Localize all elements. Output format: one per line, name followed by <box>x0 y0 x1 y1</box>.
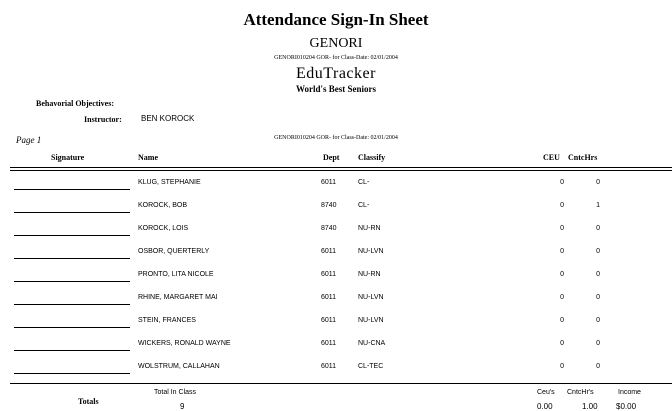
instructor-value: BEN KOROCK <box>141 114 195 123</box>
row-name: STEIN, FRANCES <box>138 317 196 324</box>
row-ceu: 0 <box>560 179 564 186</box>
cntchrs-total-label: CntcHr's <box>567 389 594 396</box>
page-number: Page 1 <box>16 135 42 145</box>
row-name: KLUG, STEPHANIE <box>138 179 201 186</box>
signature-line <box>14 373 130 374</box>
row-classify: NU-RN <box>358 271 381 278</box>
totals-rule <box>10 383 672 384</box>
instructor-label: Instructor: <box>84 115 122 124</box>
row-cntchrs: 0 <box>596 363 600 370</box>
table-row <box>0 218 672 241</box>
col-cntchrs: CntcHrs <box>568 153 598 162</box>
report-title: Attendance Sign-In Sheet <box>243 10 429 29</box>
row-cntchrs: 0 <box>596 179 600 186</box>
signature-line <box>14 189 130 190</box>
signature-line <box>14 304 130 305</box>
row-dept: 6011 <box>321 294 337 301</box>
row-cntchrs: 1 <box>596 202 600 209</box>
row-classify: CL- <box>358 179 370 186</box>
row-name: PRONTO, LITA NICOLE <box>138 271 214 278</box>
row-dept: 6011 <box>321 271 337 278</box>
row-ceu: 0 <box>560 294 564 301</box>
row-dept: 6011 <box>321 179 337 186</box>
row-ceu: 0 <box>560 248 564 255</box>
row-name: RHINE, MARGARET MAI <box>138 294 218 301</box>
table-row <box>0 241 672 264</box>
col-ceu: CEU <box>543 153 560 162</box>
row-name: KOROCK, LOIS <box>138 225 189 232</box>
company-name: GENORI <box>309 36 363 51</box>
row-classify: NU-LVN <box>358 317 384 324</box>
row-ceu: 0 <box>560 363 564 370</box>
row-ceu: 0 <box>560 317 564 324</box>
col-classify: Classify <box>358 153 386 162</box>
row-classify: NU-LVN <box>358 294 384 301</box>
row-dept: 6011 <box>321 363 337 370</box>
page-class-line: GENORI010204 GOR- for Class-Date: 02/01/2004 <box>274 135 398 141</box>
total-in-class-label: Total In Class <box>154 389 197 396</box>
row-classify: NU-RN <box>358 225 381 232</box>
row-cntchrs: 0 <box>596 340 600 347</box>
row-cntchrs: 0 <box>596 225 600 232</box>
tagline: World's Best Seniors <box>295 84 376 94</box>
row-cntchrs: 0 <box>596 271 600 278</box>
col-dept: Dept <box>323 153 340 162</box>
row-cntchrs: 0 <box>596 248 600 255</box>
cntchrs-total-value: 1.00 <box>582 402 598 411</box>
row-cntchrs: 0 <box>596 317 600 324</box>
table-row <box>0 333 672 356</box>
table-row <box>0 287 672 310</box>
table-row <box>0 356 672 379</box>
row-dept: 8740 <box>321 225 337 232</box>
row-name: OSBOR, QUERTERLY <box>138 248 210 255</box>
table-row <box>0 172 672 195</box>
header-rule-bottom <box>10 170 672 171</box>
row-cntchrs: 0 <box>596 294 600 301</box>
signature-line <box>14 350 130 351</box>
table-row <box>0 310 672 333</box>
ceu-total-value: 0.00 <box>537 402 553 411</box>
signature-line <box>14 258 130 259</box>
signature-line <box>14 327 130 328</box>
totals-label: Totals <box>78 397 99 406</box>
row-name: WOLSTRUM, CALLAHAN <box>138 363 220 370</box>
col-signature: Signature <box>51 153 85 162</box>
row-ceu: 0 <box>560 340 564 347</box>
row-name: WICKERS, RONALD WAYNE <box>138 340 231 347</box>
row-ceu: 0 <box>560 271 564 278</box>
income-label: Income <box>618 389 641 396</box>
ceu-total-label: Ceu's <box>537 389 555 396</box>
row-classify: CL- <box>358 202 370 209</box>
total-in-class-value: 9 <box>180 402 185 411</box>
row-ceu: 0 <box>560 202 564 209</box>
row-classify: CL-TEC <box>358 363 384 370</box>
row-dept: 6011 <box>321 317 337 324</box>
signature-line <box>14 235 130 236</box>
objectives-label: Behavorial Objectives: <box>36 99 114 108</box>
row-dept: 6011 <box>321 248 337 255</box>
col-name: Name <box>138 153 158 162</box>
row-classify: NU-CNA <box>358 340 386 347</box>
signature-line <box>14 281 130 282</box>
product-name: EduTracker <box>296 65 376 82</box>
table-row <box>0 264 672 287</box>
row-name: KOROCK, BOB <box>138 202 188 209</box>
table-row <box>0 195 672 218</box>
row-ceu: 0 <box>560 225 564 232</box>
row-dept: 8740 <box>321 202 337 209</box>
row-classify: NU-LVN <box>358 248 384 255</box>
row-dept: 6011 <box>321 340 337 347</box>
class-date-line: GENORI010204 GOR- for Class-Date: 02/01/2004 <box>274 55 398 61</box>
signature-line <box>14 212 130 213</box>
header-rule-top <box>10 167 672 168</box>
income-value: $0.00 <box>616 402 637 411</box>
